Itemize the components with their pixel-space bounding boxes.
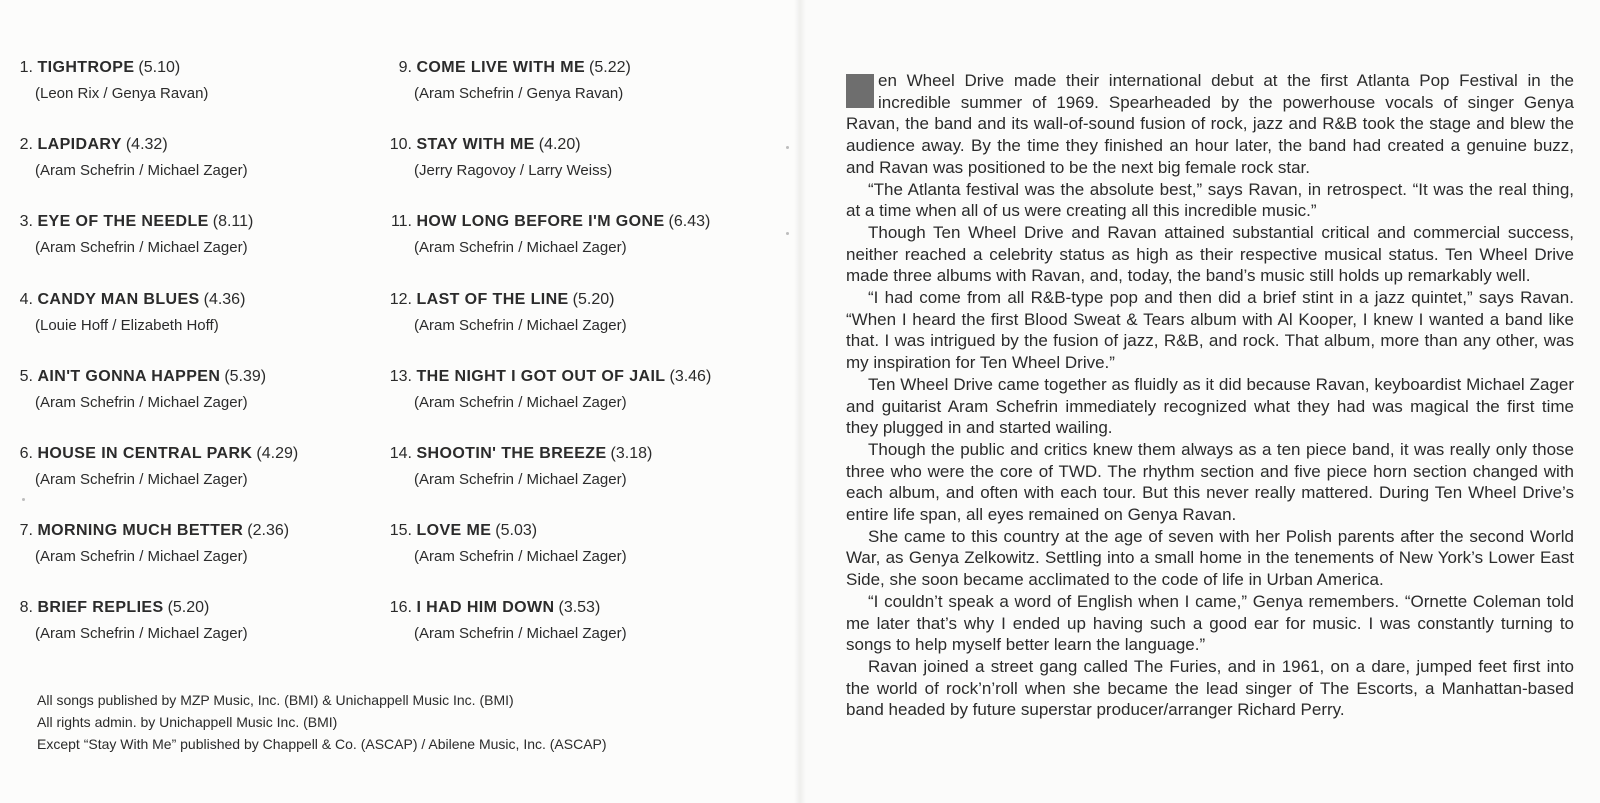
track-title: CANDY MAN BLUES [37,290,200,308]
article-paragraph: Though the public and critics knew them always as a ten piece band, it was really only those three who were the core of TWD. The rhythm section and five piece horn section changed with each album, and often with each tour. But this never really mattered. During Ten Wheel Drive’s entire life span, all eyes remained on Genya Ravan. [846,439,1574,525]
article-paragraph: Though Ten Wheel Drive and Ravan attained substantial critical and commercial success, neither reached a celebrity status as high as their respective musical status. Ten Wheel Drive made three albums with Ravan, and, today, the band’s music still holds up remarkably well. [846,222,1574,286]
track-number: 15. [389,522,412,540]
track-number: 11. [390,213,412,231]
track-duration: (5.20) [572,290,615,308]
track-credits: (Aram Schefrin / Michael Zager) [35,239,248,257]
track-duration: (4.36) [203,290,246,308]
track-duration: (5.20) [167,599,210,617]
track-credits: (Leon Rix / Genya Ravan) [35,85,209,102]
track-duration: (4.32) [125,136,168,154]
track-title: I HAD HIM DOWN [416,599,555,617]
track-title: SHOOTIN' THE BREEZE [416,445,607,462]
publishing-line: Except “Stay With Me” published by Chappell & Co. (ASCAP) / Abilene Music, Inc. (ASCAP) [37,736,607,752]
track-item [0,135,248,181]
track-item [0,521,289,567]
article-paragraph: “The Atlanta festival was the absolute best,” says Ravan, in retrospect. “It was the real thing, at a time when all of us were creating all this incredible music.” [846,179,1574,221]
track-item [0,367,266,413]
track-title: LAPIDARY [37,136,122,154]
track-item [384,290,627,336]
track-duration: (4.20) [538,136,581,154]
track-title: LAST OF THE LINE [416,290,569,308]
track-credits: (Aram Schefrin / Michael Zager) [414,239,627,257]
track-number: 10. [389,136,412,154]
track-credits: (Louie Hoff / Elizabeth Hoff) [35,316,219,334]
track-duration: (3.46) [669,367,712,385]
article-paragraph: Ten Wheel Drive came together as fluidly as it did because Ravan, keyboardist Michael Zager and guitarist Aram Schefrin immediately recognized what they had was magical the first time they plugged in and started wailing. [846,374,1574,438]
track-title: STAY WITH ME [416,136,535,154]
track-duration: (5.10) [138,59,181,76]
track-title: TIGHTROPE [37,59,135,76]
track-title: HOUSE IN CENTRAL PARK [37,445,253,462]
track-credits: (Aram Schefrin / Michael Zager) [35,471,248,488]
track-duration: (3.53) [558,599,601,617]
track-number: 16. [389,599,412,617]
track-title: MORNING MUCH BETTER [37,522,244,540]
track-title: BRIEF REPLIES [37,599,164,617]
track-item [384,598,627,644]
track-item [0,444,298,490]
track-duration: (5.03) [495,522,538,540]
track-item [384,367,711,413]
track-credits: (Aram Schefrin / Michael Zager) [35,625,248,643]
article-paragraph: “I had come from all R&B-type pop and then did a brief stint in a jazz quintet,” says Ravan. “When I heard the first Blood Sweat & Tears album with Al Kooper, I knew I wanted a band like that. I was intrigued by the fusion of jazz, R&B, and rock. That album, more than any other, was my inspiration for Ten Wheel Drive.” [846,288,1574,373]
track-number: 1. [19,59,33,76]
track-title: LOVE ME [416,522,492,540]
track-title: HOW LONG BEFORE I'M GONE [416,213,665,231]
track-duration: (4.29) [256,445,299,462]
track-item [384,212,710,258]
track-item [384,444,652,490]
article-paragraph: She came to this country at the age of seven with her Polish parents after the second World War, as Genya Zelkowitz. Settling into a small home in the tenements of New York’s Lower East Side, she soon became acclimated to the code of life in Urban America. [846,526,1574,590]
publishing-line: All rights admin. by Unichappell Music Inc. (BMI) [37,714,338,730]
track-duration: (2.36) [247,522,290,540]
track-title: THE NIGHT I GOT OUT OF JAIL [416,367,666,385]
track-credits: (Aram Schefrin / Michael Zager) [414,625,627,643]
track-item [384,521,627,567]
track-number: 13. [389,367,412,385]
track-title: AIN'T GONNA HAPPEN [37,367,221,385]
track-duration: (5.39) [224,367,267,385]
track-title: COME LIVE WITH ME [416,59,586,76]
track-number: 5. [19,367,33,385]
track-duration: (6.43) [668,213,711,231]
article-first-paragraph: en Wheel Drive made their international debut at the first Atlanta Pop Festival in the incredible summer of 1969. Spearheaded by the powerhouse vocals of singer Genya Ravan, the band and its wall-of-sound fusion of rock, jazz and R&B took the stage and blew the audience away. By the time they finished an hour later, the band had created a genuine buzz, and Ravan was positioned to be the next big female rock star. [846,71,1574,177]
track-item [0,598,248,644]
article-paragraph: “I couldn’t speak a word of English when I came,” Genya remembers. “Ornette Coleman told me later that’s why I ended up having such a good ear for music. I was constantly turning to songs to help myself better learn the language.” [846,591,1574,655]
track-item [0,212,253,258]
page-fold [794,0,806,803]
track-credits: (Aram Schefrin / Michael Zager) [414,548,627,566]
track-credits: (Aram Schefrin / Michael Zager) [35,162,248,180]
track-number: 14. [389,445,412,462]
track-item [0,290,245,336]
track-number: 2. [19,136,33,154]
track-credits: (Aram Schefrin / Michael Zager) [35,393,248,411]
track-item [384,135,612,181]
track-number: 8. [19,599,33,617]
track-title: EYE OF THE NEEDLE [37,213,209,231]
article-paragraph: Ravan joined a street gang called The Furies, and in 1961, on a dare, jumped feet first into the world of rock’n’roll when she became the lead singer of The Escorts, a Manhattan-based band headed by future superstar producer/arranger Richard Perry. [846,656,1574,720]
publishing-credits [37,689,607,755]
track-duration: (3.18) [610,445,653,462]
drop-cap-t-icon [846,74,874,108]
track-number: 7. [19,522,33,540]
track-number: 4. [19,290,33,308]
article-paragraph [846,70,1574,179]
track-number: 3. [19,213,33,231]
publishing-line: All songs published by MZP Music, Inc. (BMI) & Unichappell Music Inc. (BMI) [37,692,514,708]
track-number: 6. [19,445,33,462]
track-credits: (Aram Schefrin / Michael Zager) [414,393,627,411]
track-number: 12. [389,290,412,308]
track-credits: (Aram Schefrin / Michael Zager) [414,316,627,334]
track-duration: (8.11) [212,213,254,231]
track-item [0,58,208,104]
track-item [384,58,631,104]
track-duration: (5.22) [589,59,631,76]
track-number: 9. [398,59,412,76]
track-credits: (Aram Schefrin / Genya Ravan) [414,85,624,102]
liner-notes-article [846,70,1574,721]
track-credits: (Jerry Ragovoy / Larry Weiss) [414,162,613,180]
track-credits: (Aram Schefrin / Michael Zager) [35,548,248,566]
track-credits: (Aram Schefrin / Michael Zager) [414,471,627,488]
